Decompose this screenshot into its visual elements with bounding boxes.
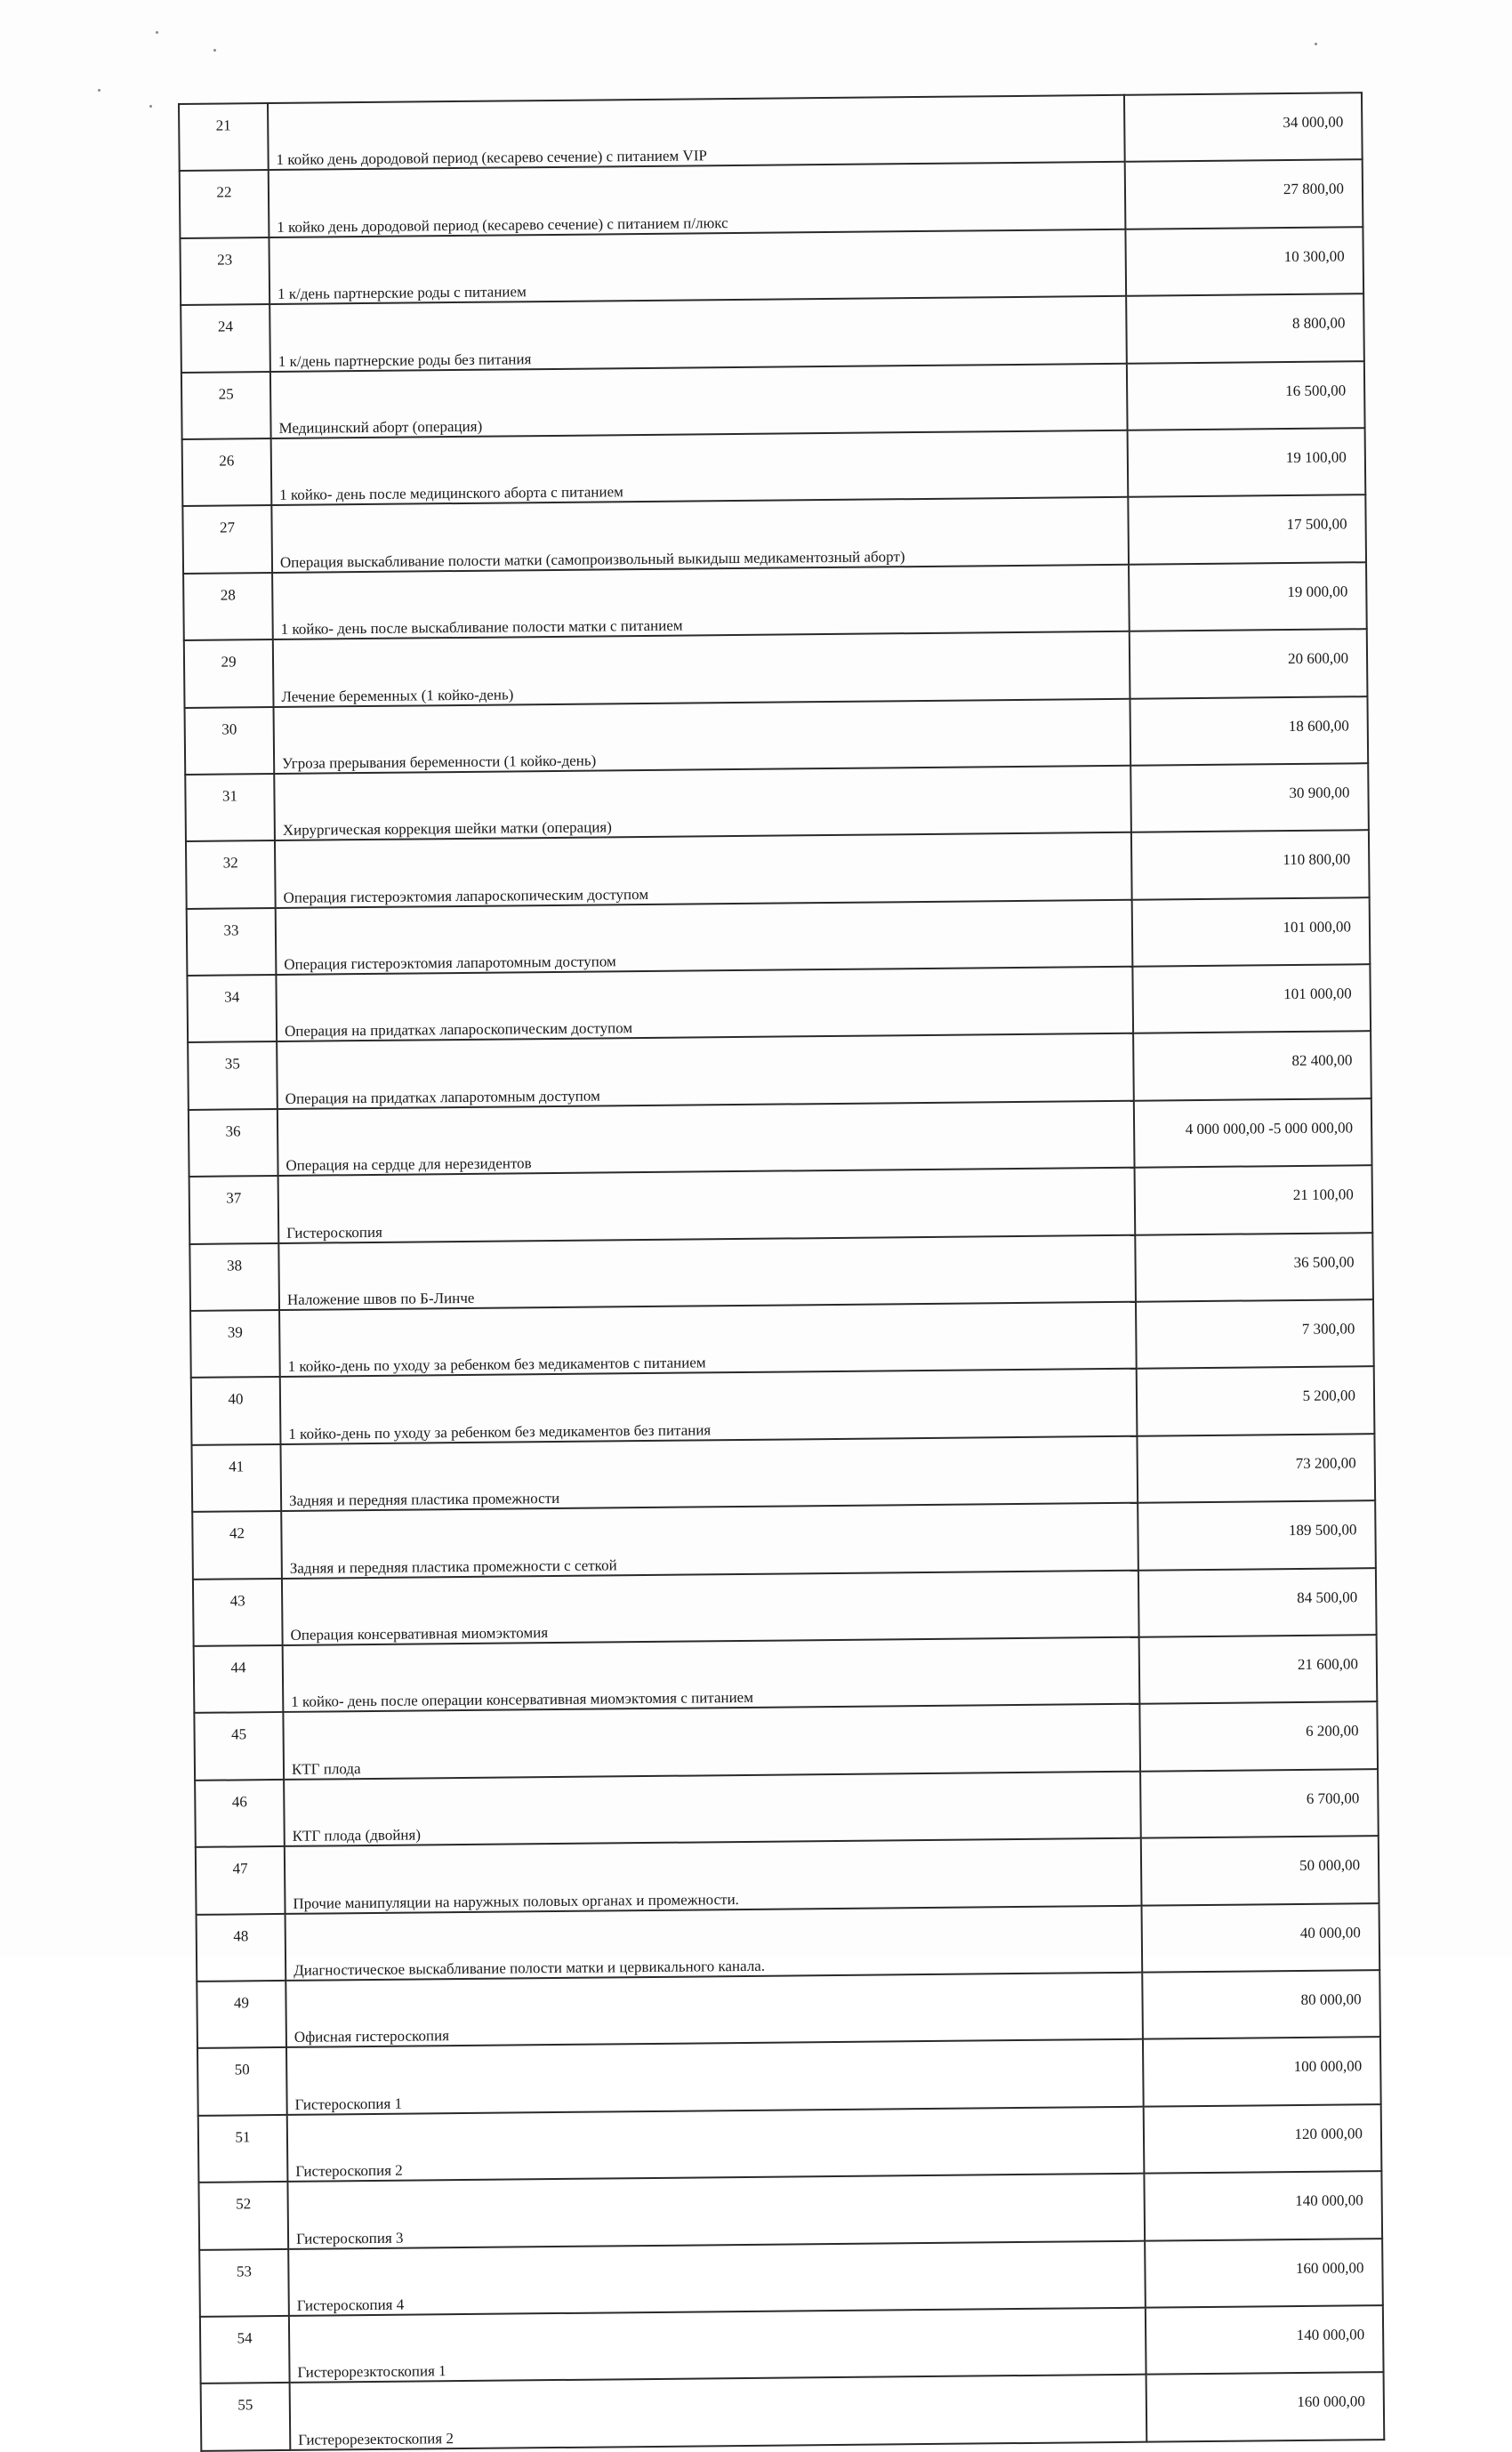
service-name: Операция на придатках лапароскопическим доступом <box>284 1019 633 1041</box>
service-name: Медицинский аборт (операция) <box>278 417 483 437</box>
service-name-cell <box>286 2039 1144 2115</box>
service-name-cell <box>277 1033 1134 1109</box>
service-price: 160 000,00 <box>1145 2239 1383 2308</box>
service-price: 8 800,00 <box>1126 293 1364 363</box>
scan-speck <box>149 105 152 108</box>
table-row <box>181 293 1364 372</box>
service-name: Офисная гистероскопия <box>294 2027 450 2046</box>
service-price: 40 000,00 <box>1142 1903 1380 1973</box>
table-row <box>188 1032 1371 1110</box>
service-name: Диагностическое выскабливание полости матки и цервикального канала. <box>294 1957 766 1979</box>
service-name: 1 к/день партнерские роды с питанием <box>277 283 527 303</box>
service-name-cell <box>278 1234 1136 1310</box>
service-name: Операция на придатках лапаротомным доступом <box>285 1087 600 1107</box>
row-number: 47 <box>196 1846 286 1914</box>
service-name-cell <box>270 363 1128 438</box>
service-price: 101 000,00 <box>1132 897 1371 967</box>
table-row <box>200 2305 1384 2384</box>
service-name-cell <box>283 1704 1140 1780</box>
table-row <box>193 1568 1377 1646</box>
service-name: Угроза прерывания беременности (1 койко-день) <box>282 752 597 772</box>
service-name-cell <box>277 1101 1135 1177</box>
row-number: 22 <box>180 170 269 237</box>
service-name-cell <box>275 832 1132 908</box>
table-row <box>179 92 1363 171</box>
row-number: 39 <box>190 1310 280 1378</box>
row-number: 34 <box>187 975 277 1042</box>
service-price: 19 000,00 <box>1129 562 1367 631</box>
service-price: 110 800,00 <box>1131 830 1370 899</box>
service-price: 7 300,00 <box>1136 1299 1374 1369</box>
service-name-cell <box>269 162 1126 237</box>
row-number: 38 <box>189 1243 279 1311</box>
row-number: 54 <box>200 2316 290 2384</box>
row-number: 31 <box>185 774 275 841</box>
row-number: 23 <box>180 237 269 305</box>
service-price: 36 500,00 <box>1135 1233 1373 1302</box>
table-row <box>201 2372 1385 2450</box>
service-name: Операция гистероэктомия лапароскопическим доступом <box>283 885 649 906</box>
row-number: 53 <box>199 2248 289 2316</box>
service-name: Задняя и передняя пластика промежности с сеткой <box>289 1556 617 1577</box>
service-price: 27 800,00 <box>1125 160 1363 229</box>
service-name: КТГ плода (двойня) <box>292 1826 422 1845</box>
service-name-cell <box>287 2174 1145 2249</box>
table-row <box>189 1233 1373 1311</box>
service-price: 84 500,00 <box>1138 1568 1377 1637</box>
service-name-cell <box>269 229 1126 305</box>
row-number: 46 <box>195 1780 285 1847</box>
table-row <box>197 1970 1380 2048</box>
service-price: 34 000,00 <box>1124 92 1363 162</box>
service-name: КТГ плода <box>291 1759 361 1778</box>
row-number: 48 <box>197 1913 286 1981</box>
service-price: 4 000 000,00 -5 000 000,00 <box>1134 1098 1372 1168</box>
table-row <box>185 696 1369 775</box>
service-price: 6 700,00 <box>1140 1769 1379 1838</box>
row-number: 32 <box>186 840 276 908</box>
service-name: 1 койко день дородовой период (кесарево сечение) с питанием VIP <box>276 147 707 169</box>
service-name-cell <box>281 1503 1138 1579</box>
row-number: 26 <box>182 438 272 506</box>
service-price: 20 600,00 <box>1130 629 1368 698</box>
service-name: Операция гистероэктомия лапаротомным доступом <box>284 953 616 973</box>
table-row <box>197 1903 1380 1982</box>
service-name: Наложение швов по Б-Линче <box>286 1289 475 1308</box>
service-name: Задняя и передняя пластика промежности <box>289 1490 560 1510</box>
table-row <box>180 160 1363 238</box>
row-number: 43 <box>193 1579 283 1646</box>
service-price: 120 000,00 <box>1144 2104 1382 2174</box>
service-price: 189 500,00 <box>1138 1500 1376 1570</box>
table-row <box>199 2239 1383 2317</box>
service-name: 1 койко день дородовой период (кесарево сечение) с питанием п/люкс <box>277 213 728 236</box>
table-row <box>191 1367 1375 1445</box>
service-price: 50 000,00 <box>1141 1836 1379 1905</box>
table-row <box>191 1434 1375 1512</box>
table-row <box>187 897 1371 976</box>
table-row <box>196 1836 1379 1914</box>
service-name: Прочие манипуляции на наружных половых органах и промежности. <box>293 1890 739 1912</box>
service-price: 5 200,00 <box>1137 1367 1375 1436</box>
table-row <box>181 361 1365 439</box>
service-name-cell <box>274 698 1131 774</box>
table-row <box>198 2104 1382 2183</box>
service-name-cell <box>283 1637 1140 1713</box>
service-price: 19 100,00 <box>1128 428 1366 497</box>
service-name-cell <box>278 1168 1136 1243</box>
table-row <box>198 2171 1382 2249</box>
service-price: 80 000,00 <box>1142 1970 1380 2039</box>
service-price: 18 600,00 <box>1130 696 1368 766</box>
row-number: 52 <box>198 2182 288 2249</box>
row-number: 42 <box>192 1511 282 1579</box>
service-name-cell <box>274 766 1131 841</box>
row-number: 40 <box>191 1377 281 1444</box>
table-row <box>182 428 1366 506</box>
service-name-cell <box>280 1436 1138 1512</box>
service-price: 30 900,00 <box>1130 763 1369 832</box>
table-row <box>180 227 1363 305</box>
scan-speck <box>1315 43 1317 45</box>
service-name: 1 койко-день по уходу за ребенком без медикаментов без питания <box>288 1421 712 1443</box>
service-name-cell <box>285 1838 1142 1914</box>
service-name: 1 койко-день по уходу за ребенком без медикаментов с питанием <box>287 1354 706 1376</box>
service-name-cell <box>271 497 1129 573</box>
service-name: 1 к/день партнерские роды без питания <box>277 350 532 370</box>
service-name: 1 койко- день после операции консервативная миомэктомия с питанием <box>291 1689 754 1711</box>
table-row <box>197 2037 1381 2115</box>
table-row <box>187 964 1371 1042</box>
scan-speck <box>213 49 216 52</box>
service-name-cell <box>286 1973 1143 2048</box>
service-name-cell <box>286 1905 1143 1981</box>
table-row <box>185 763 1369 841</box>
table-row <box>190 1299 1374 1378</box>
service-name: 1 койко- день после выскабливание полости матки с питанием <box>280 616 683 639</box>
service-price: 10 300,00 <box>1125 227 1363 296</box>
service-name-cell <box>288 2240 1146 2316</box>
service-name-cell <box>289 2308 1146 2384</box>
service-name-cell <box>280 1369 1138 1444</box>
service-name: Операция выскабливание полости матки (самопроизвольный выкидыш медикаментозный аборт) <box>279 547 905 571</box>
service-name-cell <box>282 1570 1139 1645</box>
price-table <box>178 92 1385 2451</box>
service-name-cell <box>271 430 1129 506</box>
service-price: 140 000,00 <box>1146 2305 1384 2375</box>
table-row <box>192 1500 1376 1579</box>
service-price: 16 500,00 <box>1127 361 1365 430</box>
scan-speck <box>98 89 101 92</box>
service-price: 160 000,00 <box>1146 2372 1385 2441</box>
table-row <box>189 1165 1373 1243</box>
service-price: 100 000,00 <box>1143 2037 1381 2106</box>
row-number: 30 <box>185 707 275 775</box>
service-price: 82 400,00 <box>1133 1032 1371 1101</box>
service-name: Лечение беременных (1 койко-день) <box>281 685 514 705</box>
service-name-cell <box>273 631 1130 707</box>
row-number: 36 <box>189 1109 278 1177</box>
service-name: Гистероскопия 2 <box>295 2161 403 2180</box>
service-price: 21 600,00 <box>1139 1635 1378 1704</box>
table-row <box>183 562 1367 640</box>
table-row <box>186 830 1370 908</box>
service-price: 17 500,00 <box>1128 495 1366 565</box>
row-number: 35 <box>188 1041 277 1109</box>
row-number: 33 <box>187 908 277 976</box>
service-name-cell <box>279 1302 1137 1378</box>
table-row <box>182 495 1366 574</box>
service-price: 21 100,00 <box>1135 1165 1373 1234</box>
table-row <box>194 1702 1378 1781</box>
scan-speck <box>156 31 158 34</box>
service-name: Хирургическая коррекция шейки матки (операция) <box>282 818 612 840</box>
row-number: 28 <box>183 573 273 640</box>
table-row <box>184 629 1368 707</box>
service-name-cell <box>284 1771 1141 1846</box>
price-table-body <box>179 92 1384 2450</box>
service-name-cell <box>269 296 1127 372</box>
service-name-cell <box>276 967 1133 1042</box>
service-name-cell <box>272 564 1130 639</box>
service-name: Гистероскопия 1 <box>294 2094 403 2113</box>
service-price: 73 200,00 <box>1137 1434 1375 1503</box>
service-name-cell <box>287 2106 1145 2182</box>
row-number: 41 <box>191 1444 281 1512</box>
service-name: Гистероскопия 3 <box>295 2229 404 2247</box>
service-name: 1 койко- день после медицинского аборта с питанием <box>279 483 623 504</box>
row-number: 37 <box>189 1176 279 1243</box>
service-name: Операция консервативная миомэктомия <box>290 1624 549 1644</box>
row-number: 27 <box>182 505 272 573</box>
row-number: 29 <box>184 639 274 707</box>
service-price: 140 000,00 <box>1144 2171 1382 2240</box>
row-number: 55 <box>201 2383 291 2450</box>
table-row <box>189 1098 1372 1177</box>
row-number: 51 <box>198 2115 288 2183</box>
row-number: 21 <box>179 103 269 171</box>
service-price: 101 000,00 <box>1132 964 1371 1033</box>
table-row <box>195 1769 1379 1847</box>
service-name: Гистероскопия 4 <box>296 2295 405 2314</box>
row-number: 45 <box>194 1712 284 1780</box>
service-name-cell <box>276 899 1133 975</box>
service-name: Гистерорезктоскопия 1 <box>297 2362 446 2382</box>
service-price: 6 200,00 <box>1139 1702 1378 1772</box>
row-number: 49 <box>197 1981 286 2048</box>
row-number: 24 <box>181 304 270 372</box>
service-name: Гистерорезектоскопия 2 <box>298 2429 454 2448</box>
service-name: Операция на сердце для нерезидентов <box>286 1154 532 1175</box>
row-number: 25 <box>181 372 271 439</box>
table-row <box>194 1635 1378 1713</box>
row-number: 44 <box>194 1645 284 1713</box>
row-number: 50 <box>197 2047 287 2115</box>
service-name-cell <box>268 95 1125 171</box>
service-name: Гистероскопия <box>286 1223 382 1242</box>
service-name-cell <box>290 2375 1147 2450</box>
